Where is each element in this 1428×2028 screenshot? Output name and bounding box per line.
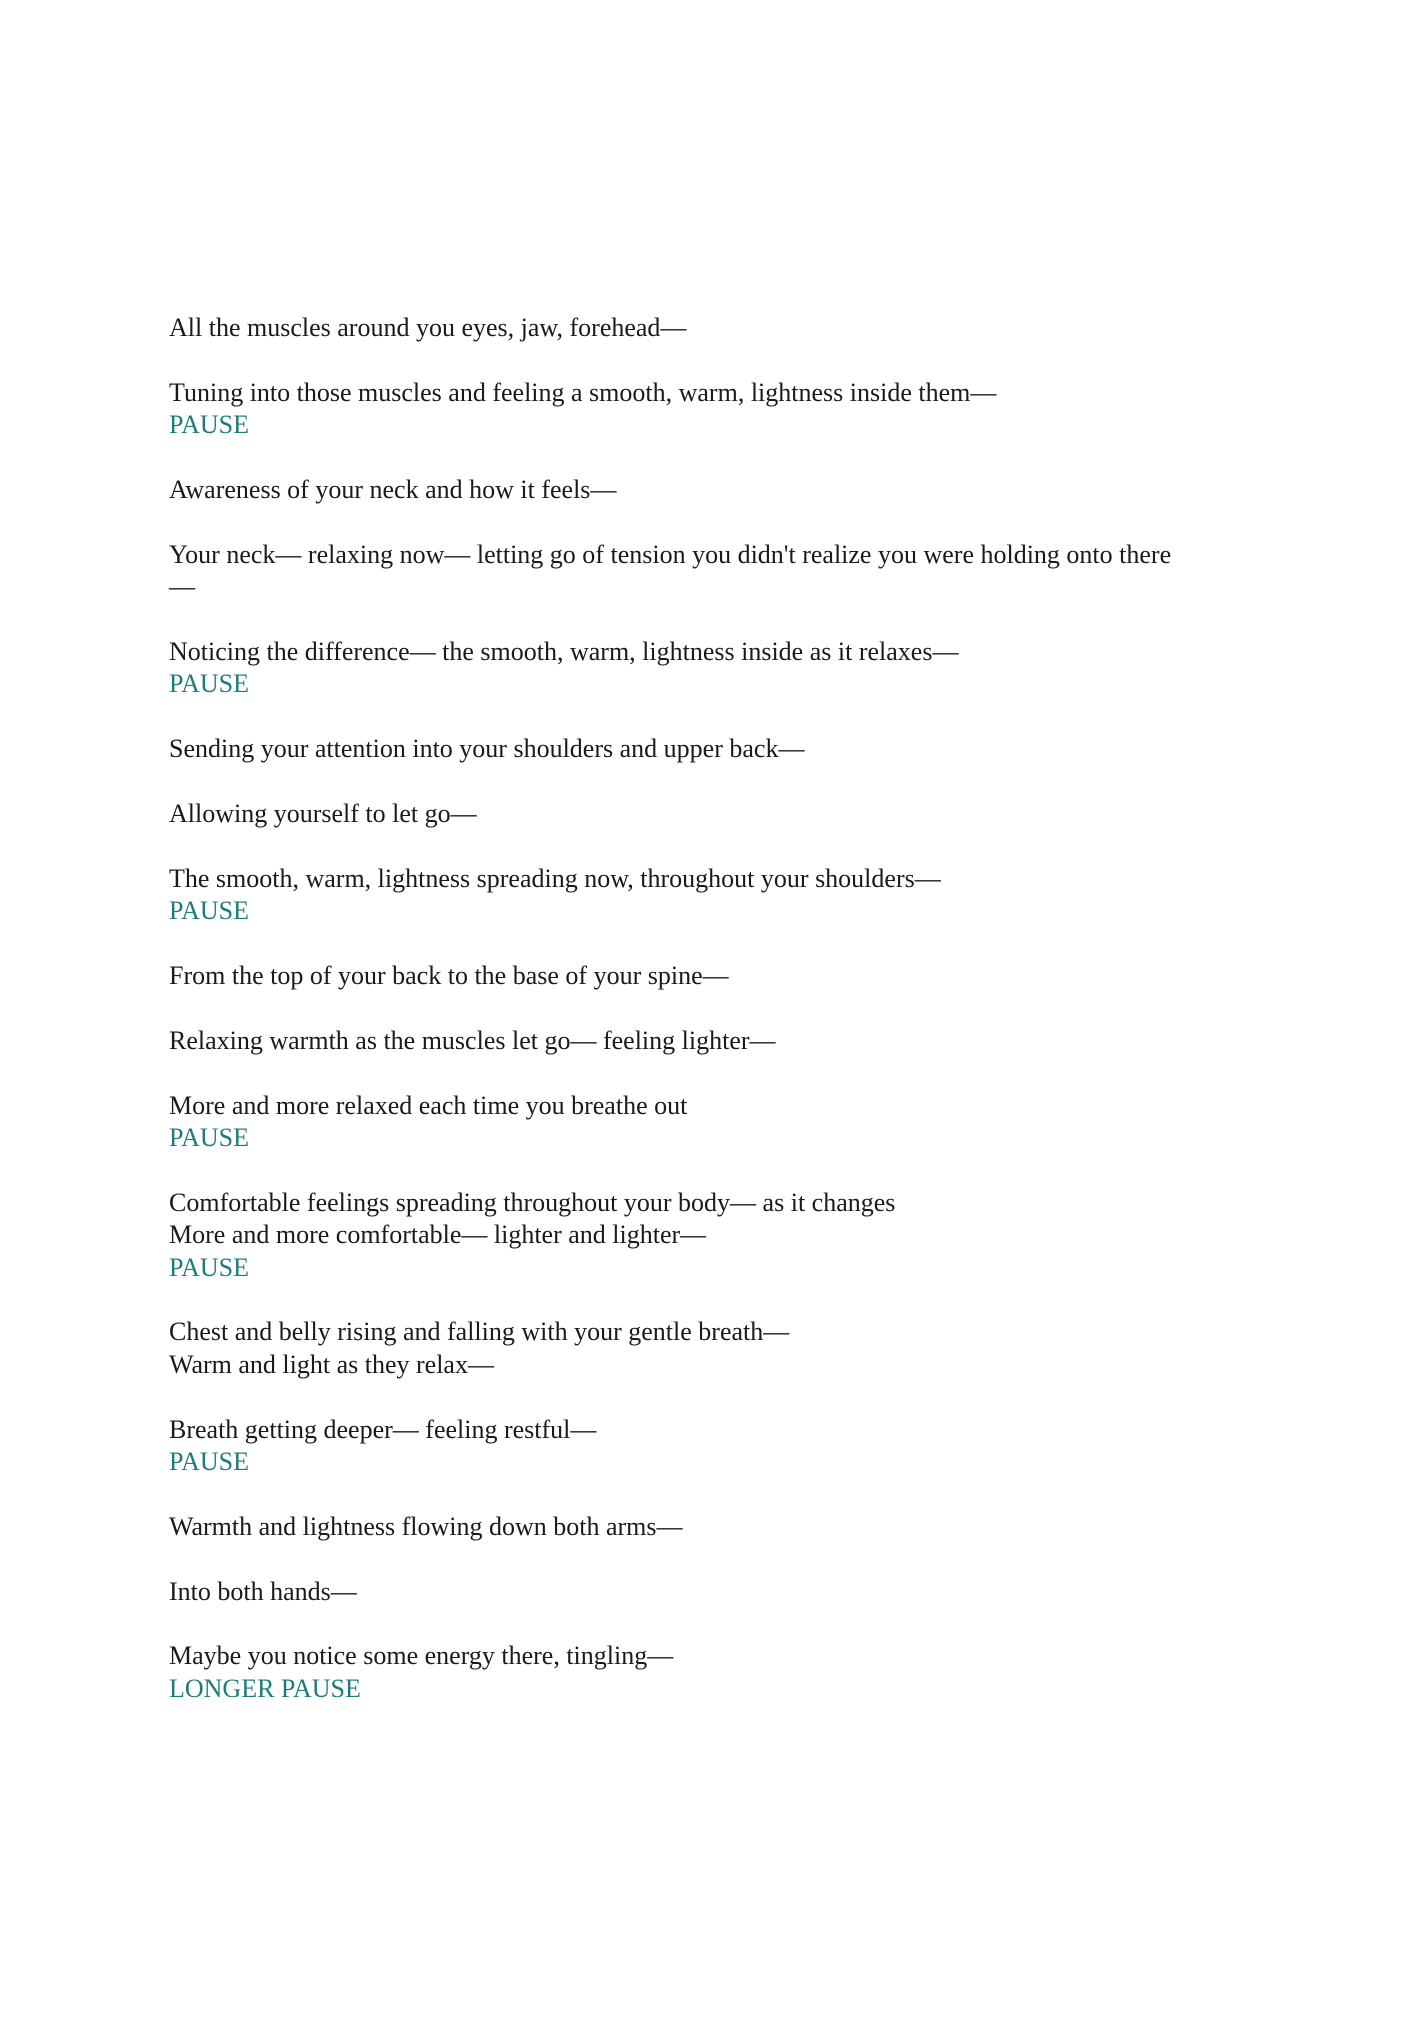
- script-paragraph: [169, 1640, 1279, 1705]
- pause-cue: PAUSE: [169, 669, 249, 699]
- script-line: Sending your attention into your shoulders and upper back—: [169, 734, 805, 764]
- script-line: Warmth and lightness flowing down both arms—: [169, 1511, 683, 1541]
- script-page: [169, 312, 1279, 1738]
- script-line: Breath getting deeper— feeling restful—: [169, 1414, 597, 1444]
- script-paragraph: [169, 474, 1279, 506]
- pause-cue: PAUSE: [169, 1123, 249, 1152]
- script-line: More and more relaxed each time you breathe out: [169, 1090, 688, 1120]
- script-paragraph: [169, 863, 1279, 928]
- script-line: Comfortable feelings spreading throughout your body— as it changes: [169, 1187, 896, 1217]
- pause-cue: PAUSE: [169, 1252, 249, 1282]
- script-line: Noticing the difference— the smooth, warm, lightness inside as it relaxes—: [169, 637, 959, 666]
- script-paragraph: [169, 377, 1279, 442]
- pause-cue: PAUSE: [169, 410, 249, 440]
- script-line: All the muscles around you eyes, jaw, forehead—: [169, 313, 687, 342]
- script-paragraph: [169, 312, 1279, 344]
- script-line: Tuning into those muscles and feeling a smooth, warm, lightness inside them—: [169, 377, 997, 407]
- script-paragraph: [169, 1316, 1279, 1381]
- script-line: Your neck— relaxing now— letting go of tension you didn't realize you were holding onto there: [169, 539, 1172, 569]
- script-line: Chest and belly rising and falling with your gentle breath—: [169, 1317, 790, 1347]
- script-line: Maybe you notice some energy there, tingling—: [169, 1641, 674, 1671]
- script-line: —: [169, 572, 195, 602]
- script-line: The smooth, warm, lightness spreading now, throughout your shoulders—: [169, 863, 941, 893]
- script-paragraph: [169, 1511, 1279, 1543]
- script-paragraph: [169, 1414, 1279, 1479]
- script-line: Awareness of your neck and how it feels—: [169, 475, 617, 504]
- script-line: Warm and light as they relax—: [169, 1349, 494, 1379]
- script-paragraph: [169, 733, 1279, 765]
- script-paragraph: [169, 1187, 1279, 1284]
- script-line: Allowing yourself to let go—: [169, 799, 477, 828]
- script-paragraph: [169, 960, 1279, 992]
- pause-cue: PAUSE: [169, 1447, 249, 1477]
- longer-pause-cue: LONGER PAUSE: [169, 1673, 361, 1703]
- script-line: Relaxing warmth as the muscles let go— feeling lighter—: [169, 1025, 776, 1055]
- script-line: Into both hands—: [169, 1576, 357, 1606]
- pause-cue: PAUSE: [169, 896, 249, 926]
- script-paragraph: [169, 1025, 1279, 1057]
- script-line: More and more comfortable— lighter and lighter—: [169, 1220, 707, 1250]
- script-paragraph: [169, 798, 1279, 830]
- script-paragraph: [169, 636, 1279, 701]
- script-paragraph: [169, 1090, 1279, 1155]
- script-line: From the top of your back to the base of your spine—: [169, 961, 729, 990]
- script-paragraph: [169, 539, 1279, 604]
- script-paragraph: [169, 1576, 1279, 1608]
